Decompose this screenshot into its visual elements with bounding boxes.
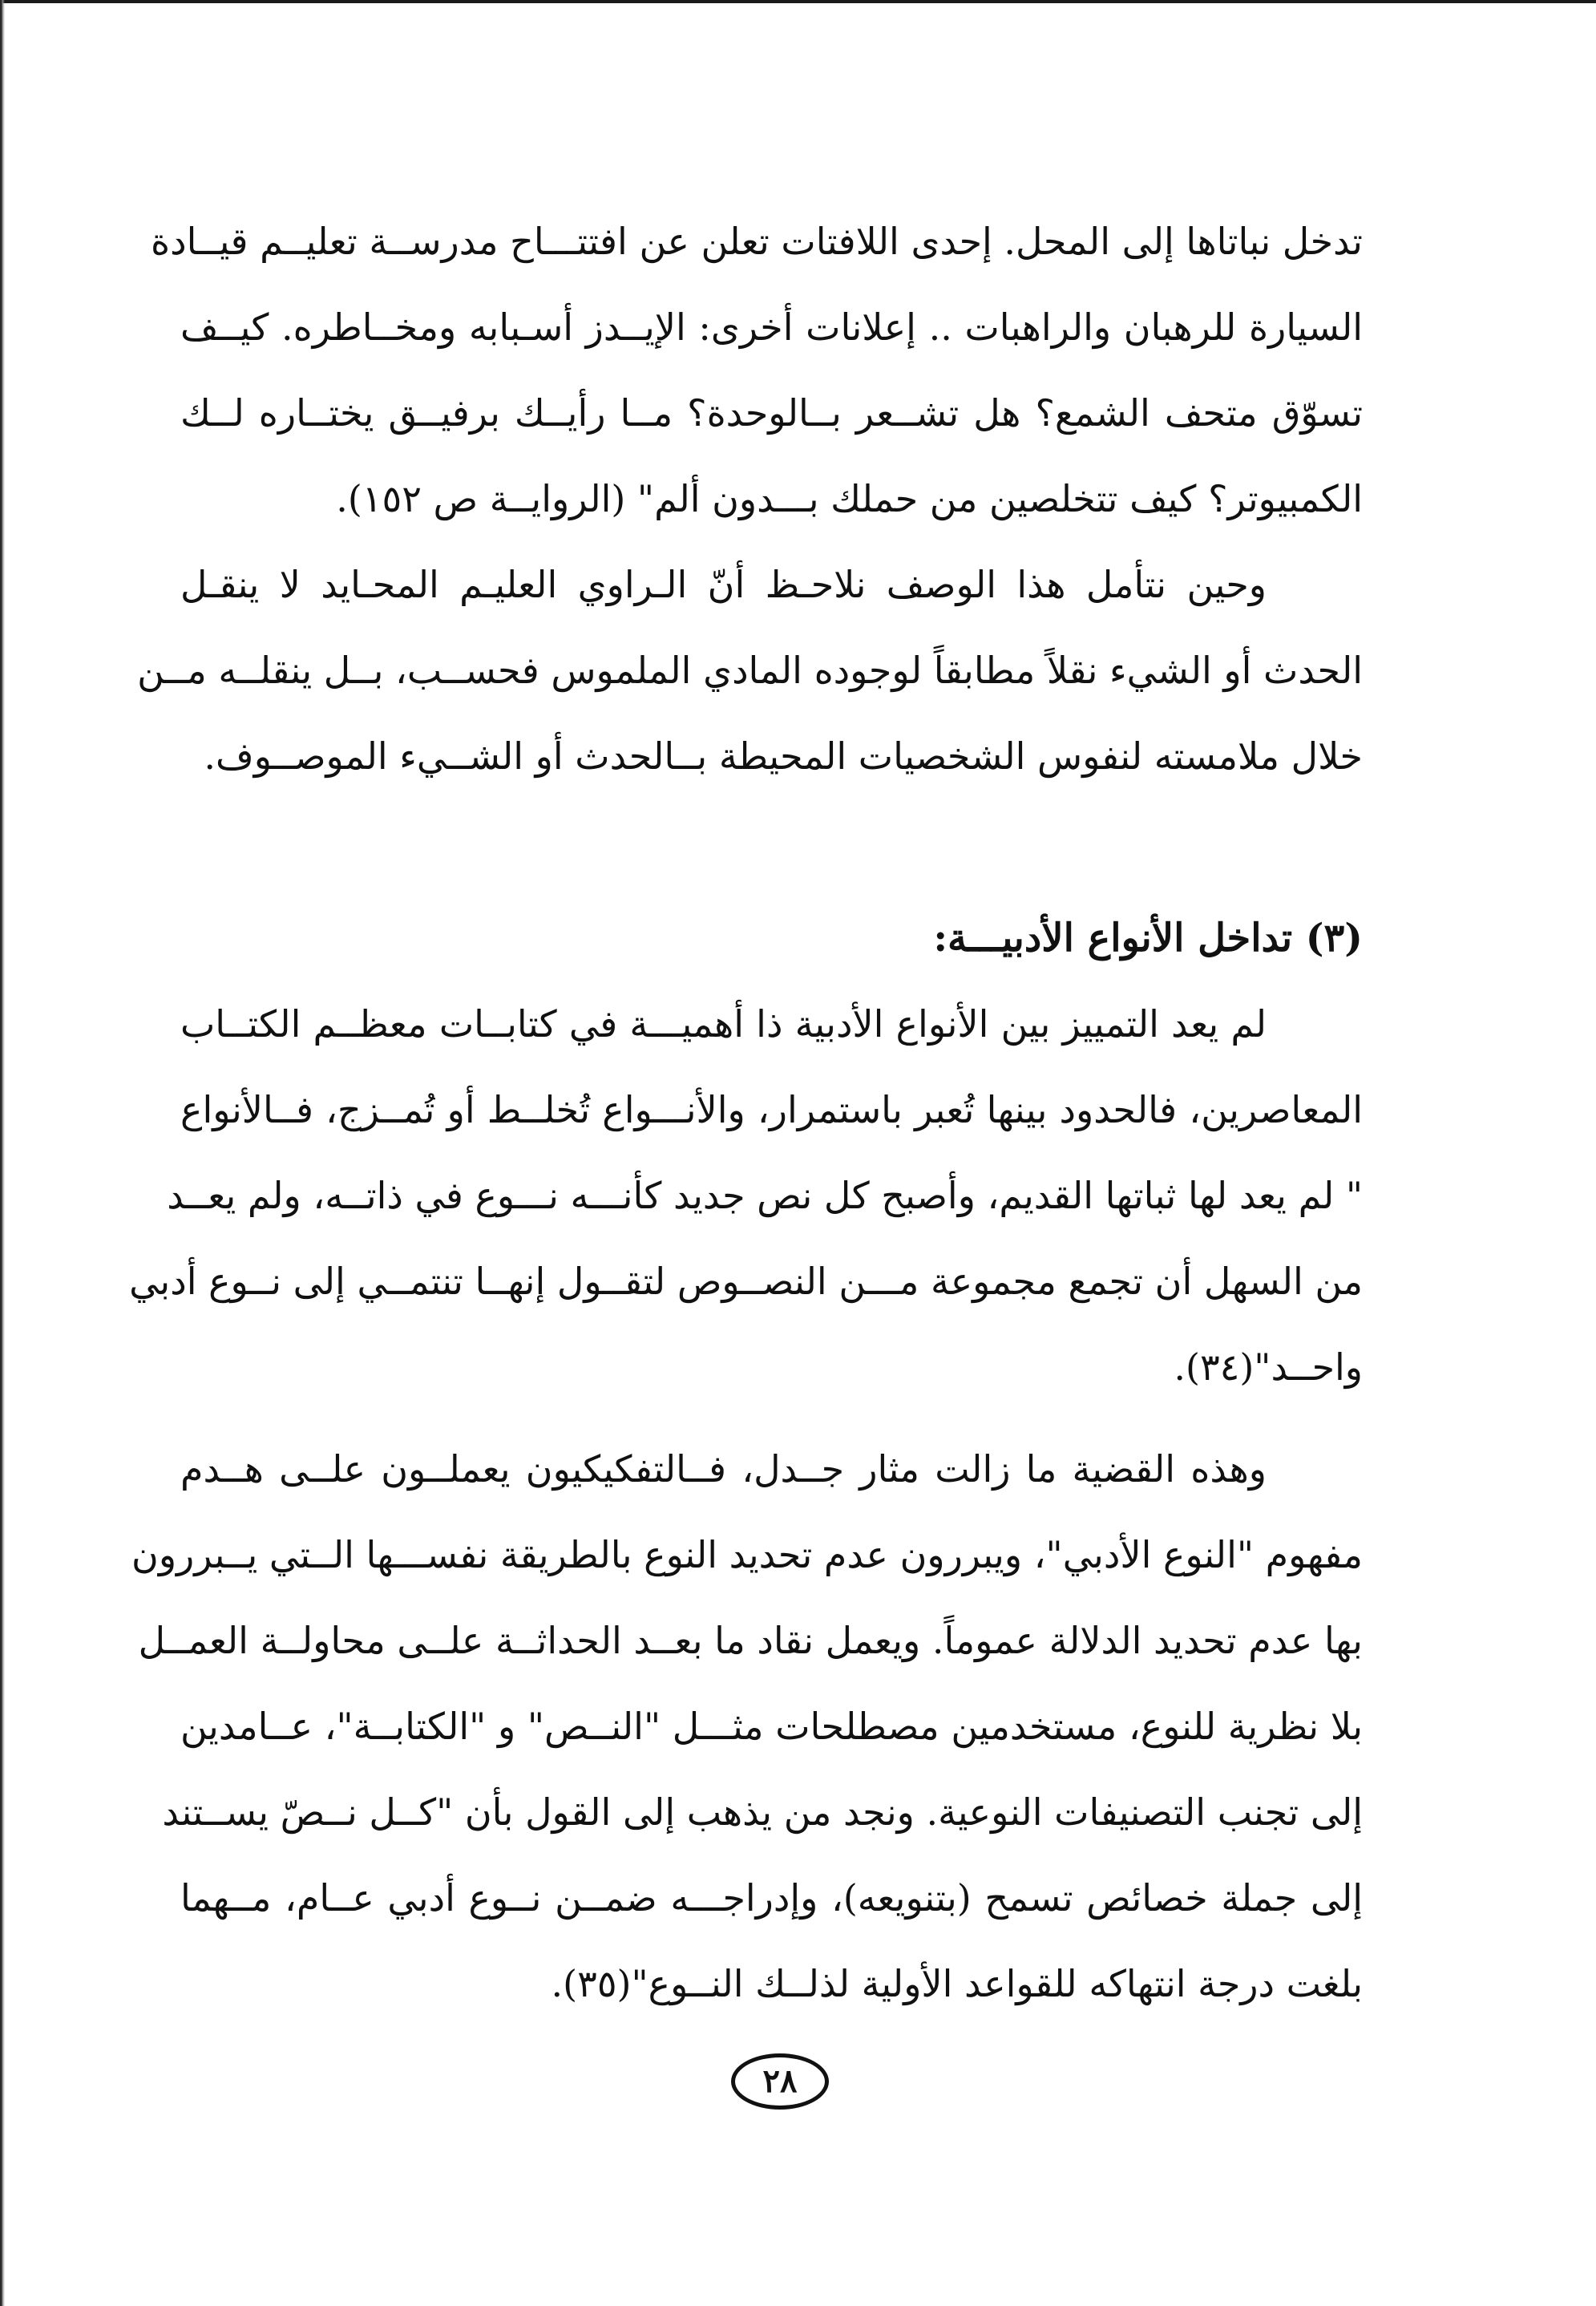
top-border-line [0, 0, 1596, 3]
text-line: خلال ملامسته لنفوس الشخصيات المحيطة بــالحدث أو الشــيء الموصــوف. [204, 734, 1363, 778]
text-line: السيارة للرهبان والراهبات .. إعلانات أخرى: الإيــدز أسـبابه ومخــاطره. كيــف [180, 305, 1363, 349]
text-line: بها عدم تحديد الدلالة عموماً. ويعمل نقاد ما بعــد الحداثــة علــى محاولــة العمــل [138, 1619, 1363, 1662]
text-line: بلا نظرية للنوع، مستخدمين مصطلحات مثـــل "النــص" و "الكتابــة"، عــامدين [180, 1705, 1363, 1748]
text-line: بلغت درجة انتهاكه للقواعد الأولية لذلــك النــوع"(٣٥). [551, 1962, 1363, 2005]
text-line: وهذه القضية ما زالت مثار جــدل، فــالتفكيكيون يعملــون علــى هــدم [180, 1447, 1267, 1491]
paragraph-spacer [180, 1410, 1363, 1426]
paragraph-1 [151, 199, 1363, 542]
text-line: وحين نتأمل هذا الوصف نلاحـظ أنّ الـراوي العليـم المحـايد لا ينقـل [180, 563, 1267, 606]
text-line: لم يعد التمييز بين الأنواع الأدبية ذا أهميـــة في كتابــات معظــم الكتــاب [180, 1002, 1267, 1046]
paragraph-4 [131, 1426, 1363, 2027]
section-heading: (٣) تداخل الأنواع الأدبيـــة: [933, 916, 1363, 961]
text-line: من السهل أن تجمع مجموعة مـــن النصــوص لتقــول إنهــا تنتمــي إلى نــوع أدبي [129, 1260, 1363, 1303]
text-line: إلى جملة خصائص تسمح (بتنويعه)، وإدراجـــه ضمــن نــوع أدبي عــام، مــهما [180, 1876, 1363, 1920]
section-spacer [180, 799, 1363, 896]
paragraph-3 [129, 981, 1363, 1410]
text-line: واحــد"(٣٤). [1174, 1345, 1363, 1389]
text-line: المعاصرين، فالحدود بينها تُعبر باستمرار، والأنـــواع تُخلــط أو تُمــزج، فــالأنواع [180, 1088, 1363, 1131]
text-line: " لم يعد لها ثباتها القديم، وأصبح كل نص جديد كأنـــه نـــوع في ذاتــه، ولم يعــد [167, 1174, 1363, 1217]
text-line: تدخل نباتاها إلى المحل. إحدى اللافتات تعلن عن افتتـــاح مدرســة تعليــم قيــادة [151, 220, 1363, 263]
text-line: الحدث أو الشيء نقلاً مطابقاً لوجوده المادي الملموس فحســب، بــل ينقلــه مــن [137, 649, 1363, 692]
text-line: الكمبيوتر؟ كيف تتخلصين من حملك بـــدون ألم" (الروايــة ص ١٥٢). [336, 477, 1363, 520]
text-line: إلى تجنب التصنيفات النوعية. ونجد من يذهب إلى القول بأن "كــل نــصّ يســتند [162, 1790, 1363, 1834]
paragraph-2 [137, 542, 1363, 799]
text-line: تسوّق متحف الشمع؟ هل تشــعر بــالوحدة؟ مــا رأيــك برفيــق يختــاره لــك [180, 391, 1363, 435]
page-number: ٢٨ [731, 2053, 829, 2110]
scan-edge-shadow [0, 0, 5, 2306]
text-line: مفهوم "النوع الأدبي"، ويبررون عدم تحديد النوع بالطريقة نفســـها الــتي يــبررون [131, 1533, 1363, 1576]
page-body [129, 199, 1363, 2027]
